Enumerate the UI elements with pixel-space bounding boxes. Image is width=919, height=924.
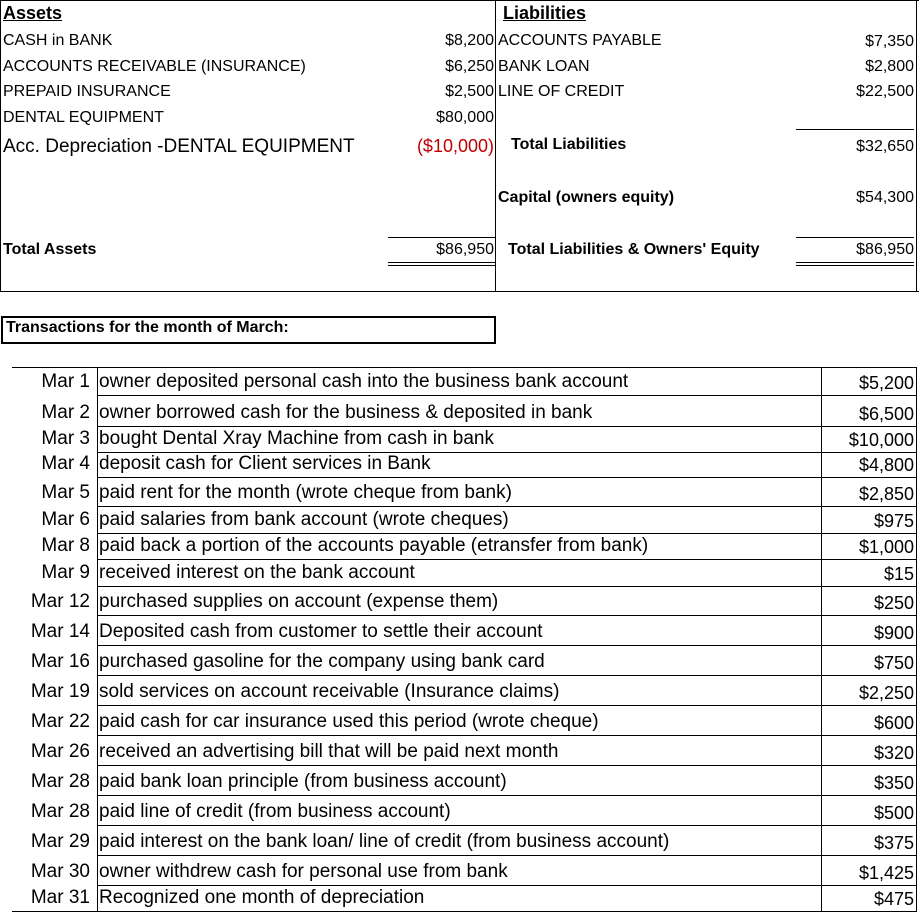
transaction-description: paid interest on the bank loan/ line of credit (from business account) (99, 831, 670, 852)
transaction-date: Mar 6 (41, 509, 90, 530)
transaction-description: Recognized one month of depreciation (99, 887, 425, 908)
transaction-row (0, 765, 919, 795)
liability-label: ACCOUNTS PAYABLE (498, 32, 662, 49)
total-liabilities-equity-label: Total Liabilities & Owners' Equity (508, 241, 760, 258)
transaction-date: Mar 1 (41, 371, 90, 392)
transaction-description: owner deposited personal cash into the business bank account (99, 371, 629, 392)
total-liabilities-equity-amount: $86,950 (856, 241, 914, 258)
transaction-amount: $250 (873, 593, 914, 613)
transaction-date: Mar 31 (30, 887, 90, 908)
liability-label: BANK LOAN (498, 58, 590, 75)
capital-label: Capital (owners equity) (498, 189, 675, 206)
transaction-row (0, 615, 919, 645)
transaction-date: Mar 3 (41, 428, 90, 449)
transaction-amount: $4,800 (858, 455, 914, 475)
transaction-date: Mar 14 (30, 621, 90, 642)
transaction-date: Mar 12 (30, 591, 90, 612)
asset-amount-negative: ($10,000) (416, 136, 494, 156)
transactions-title: Transactions for the month of March: (6, 319, 289, 336)
transaction-description: paid bank loan principle (from business account) (99, 771, 507, 792)
transaction-amount: $900 (873, 623, 914, 643)
transaction-amount: $320 (873, 743, 914, 763)
transaction-amount: $500 (873, 803, 914, 823)
transaction-description: purchased supplies on account (expense them) (99, 591, 499, 612)
transaction-description: sold services on account receivable (Insurance claims) (99, 681, 560, 702)
transaction-date: Mar 19 (30, 681, 90, 702)
transaction-row (0, 735, 919, 765)
transaction-date: Mar 28 (30, 771, 90, 792)
transaction-amount: $2,250 (858, 683, 914, 703)
transaction-description: owner withdrew cash for personal use from bank (99, 861, 508, 882)
transaction-amount: $975 (873, 511, 914, 531)
transaction-description: Deposited cash from customer to settle their account (99, 621, 543, 642)
transaction-description: deposit cash for Client services in Bank (99, 453, 431, 474)
transaction-date: Mar 29 (30, 831, 90, 852)
transaction-amount: $6,500 (858, 404, 914, 424)
transaction-amount: $375 (873, 833, 914, 853)
transaction-amount: $2,850 (858, 484, 914, 504)
total-assets-amount: $86,950 (436, 241, 494, 258)
liability-amount: $2,800 (865, 58, 914, 75)
total-liabilities-label: Total Liabilities (511, 136, 627, 153)
transaction-description: paid salaries from bank account (wrote cheques) (99, 509, 509, 530)
total-liabilities-amount: $32,650 (856, 138, 914, 155)
transaction-date: Mar 9 (41, 562, 90, 583)
transaction-description: paid line of credit (from business account) (99, 801, 451, 822)
transaction-row (0, 395, 919, 426)
asset-label: ACCOUNTS RECEIVABLE (INSURANCE) (3, 58, 306, 75)
transaction-row (0, 645, 919, 675)
transaction-description: received interest on the bank account (99, 562, 415, 583)
transaction-row (0, 426, 919, 452)
transaction-row (0, 825, 919, 855)
asset-amount: $8,200 (445, 32, 494, 49)
transaction-date: Mar 4 (41, 453, 90, 474)
transaction-description: paid rent for the month (wrote cheque from bank) (99, 482, 512, 503)
liability-label: LINE OF CREDIT (498, 83, 625, 100)
transaction-amount: $475 (873, 889, 914, 909)
asset-amount: $80,000 (436, 109, 494, 126)
transaction-amount: $10,000 (848, 430, 914, 450)
liability-amount: $7,350 (865, 33, 914, 50)
liability-amount: $22,500 (856, 83, 914, 100)
transaction-date: Mar 30 (30, 861, 90, 882)
transaction-amount: $750 (873, 653, 914, 673)
asset-label: PREPAID INSURANCE (3, 83, 171, 100)
transaction-row (0, 705, 919, 735)
transaction-date: Mar 22 (30, 711, 90, 732)
transaction-date: Mar 16 (30, 651, 90, 672)
transaction-date: Mar 2 (41, 402, 90, 423)
transaction-amount: $15 (883, 564, 914, 584)
transaction-amount: $600 (873, 713, 914, 733)
transaction-date: Mar 26 (30, 741, 90, 762)
transactions-title-box (1, 316, 496, 344)
transaction-row (0, 885, 919, 911)
transaction-row (0, 795, 919, 825)
liabilities-header: Liabilities (503, 3, 587, 23)
capital-amount: $54,300 (856, 189, 914, 206)
transaction-row (0, 533, 919, 559)
transaction-description: owner borrowed cash for the business & deposited in bank (99, 402, 593, 423)
asset-label: Acc. Depreciation -DENTAL EQUIPMENT (3, 136, 355, 157)
transaction-amount: $5,200 (858, 373, 914, 393)
transaction-date: Mar 5 (41, 482, 90, 503)
transaction-amount: $350 (873, 773, 914, 793)
transaction-date: Mar 28 (30, 801, 90, 822)
asset-amount: $2,500 (445, 83, 494, 100)
transaction-date: Mar 8 (41, 535, 90, 556)
transaction-row (0, 477, 919, 506)
transaction-row (0, 452, 919, 477)
transaction-description: received an advertising bill that will be paid next month (99, 741, 559, 762)
transaction-row (0, 367, 919, 395)
transaction-row (0, 506, 919, 533)
transaction-row (0, 675, 919, 705)
transaction-row (0, 559, 919, 586)
transaction-description: purchased gasoline for the company using bank card (99, 651, 545, 672)
transaction-amount: $1,000 (858, 537, 914, 557)
transaction-row (0, 586, 919, 615)
total-assets-label: Total Assets (3, 241, 97, 258)
asset-amount: $6,250 (445, 58, 494, 75)
transaction-amount: $1,425 (858, 863, 914, 883)
asset-label: DENTAL EQUIPMENT (3, 109, 164, 126)
assets-header: Assets (3, 3, 63, 23)
asset-label: CASH in BANK (3, 32, 113, 49)
transaction-row (0, 855, 919, 885)
transaction-description: paid back a portion of the accounts payable (etransfer from bank) (99, 535, 649, 556)
transaction-description: paid cash for car insurance used this period (wrote cheque) (99, 711, 599, 732)
transaction-description: bought Dental Xray Machine from cash in bank (99, 428, 494, 449)
